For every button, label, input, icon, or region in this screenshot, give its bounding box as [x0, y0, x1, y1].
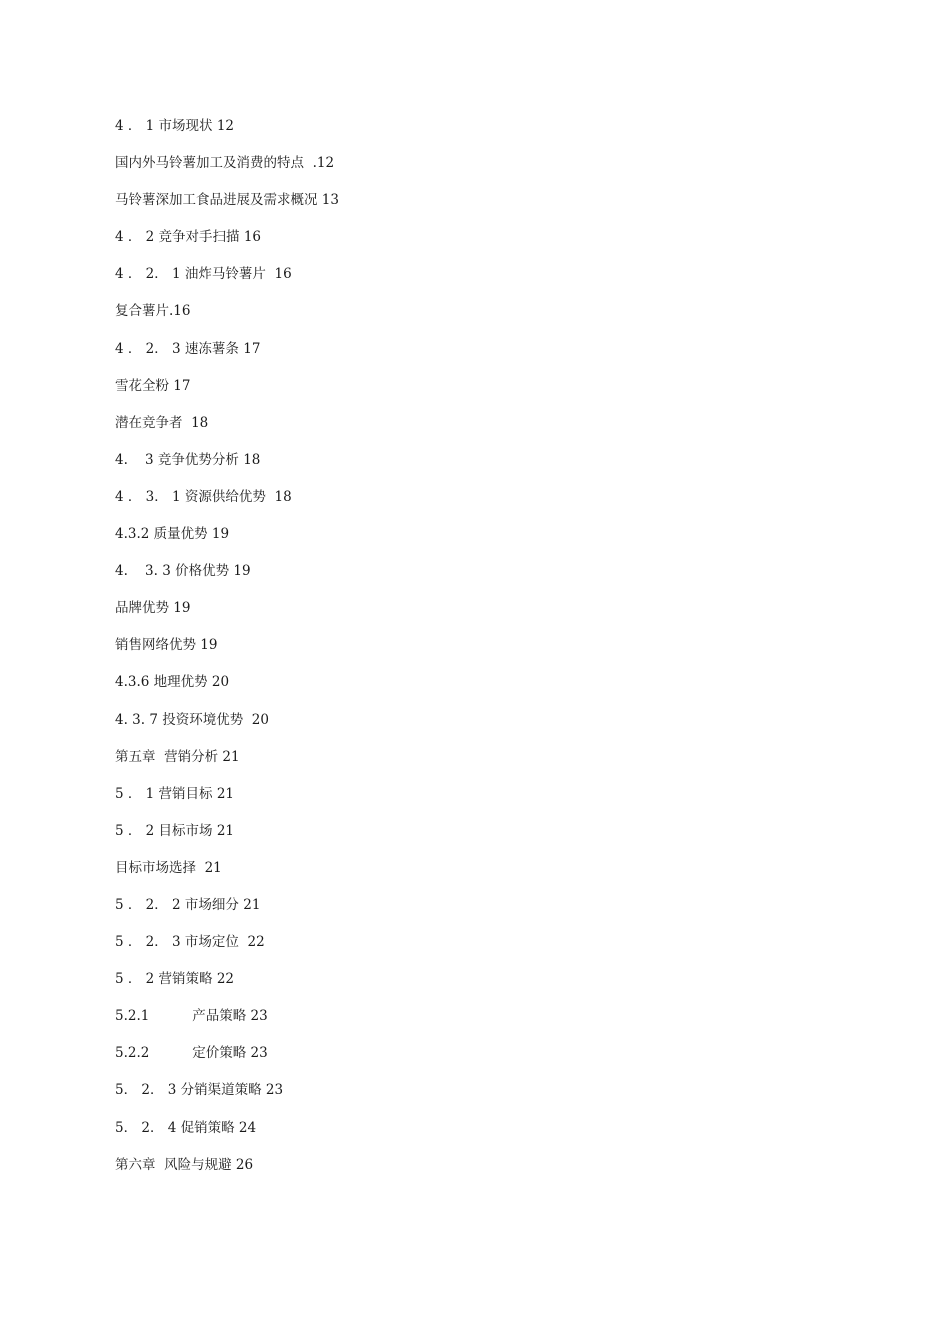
- toc-entry: 4. 3. 3 价格优势 19: [115, 563, 251, 580]
- table-of-contents: [115, 115, 875, 1191]
- toc-entry: 目标市场选择 21: [115, 859, 222, 876]
- toc-entry: 马铃薯深加工食品进展及需求概况 13: [115, 192, 339, 209]
- toc-entry: 4.3.6 地理优势 20: [115, 674, 230, 691]
- toc-entry: 销售网络优势 19: [115, 637, 218, 654]
- toc-entry: 5 ． 1 营销目标 21: [115, 785, 235, 802]
- toc-entry: 品牌优势 19: [115, 600, 191, 617]
- toc-entry: 复合薯片.16: [115, 303, 191, 320]
- toc-entry: 5.2.1 产品策略 23: [115, 1008, 268, 1025]
- toc-entry: 4 ． 2 竞争对手扫描 16: [115, 229, 262, 246]
- toc-entry: 4. 3. 7 投资环境优势 20: [115, 711, 269, 728]
- toc-entry: 4 ． 2． 3 速冻薯条 17: [115, 340, 261, 357]
- toc-entry: 5． 2． 3 分销渠道策略 23: [115, 1082, 284, 1099]
- toc-entry: 4 ． 1 市场现状 12: [115, 118, 235, 134]
- toc-entry: 4 ． 2． 1 油炸马铃薯片 16: [115, 266, 292, 283]
- toc-entry: 4.3.2 质量优势 19: [115, 526, 230, 543]
- toc-entry: 潜在竞争者 18: [115, 414, 209, 431]
- toc-entry: 4. 3 竞争优势分析 18: [115, 451, 261, 468]
- toc-entry: 5 ． 2 目标市场 21: [115, 822, 235, 839]
- toc-chapter-heading: 第五章 营销分析 21: [115, 748, 240, 765]
- toc-entry: 5 ． 2 营销策略 22: [115, 971, 235, 988]
- toc-entry: 5． 2． 4 促销策略 24: [115, 1119, 257, 1136]
- toc-entry: 5 ． 2． 3 市场定位 22: [115, 934, 265, 951]
- toc-entry: 雪花全粉 17: [115, 377, 191, 394]
- toc-entry: 5.2.2 定价策略 23: [115, 1045, 268, 1062]
- toc-entry: 5 ． 2． 2 市场细分 21: [115, 896, 261, 913]
- toc-chapter-heading: 第六章 风险与规避 26: [115, 1156, 254, 1173]
- toc-entry: 国内外马铃薯加工及消费的特点 .12: [115, 155, 335, 172]
- toc-entry: 4 ． 3． 1 资源供给优势 18: [115, 488, 292, 505]
